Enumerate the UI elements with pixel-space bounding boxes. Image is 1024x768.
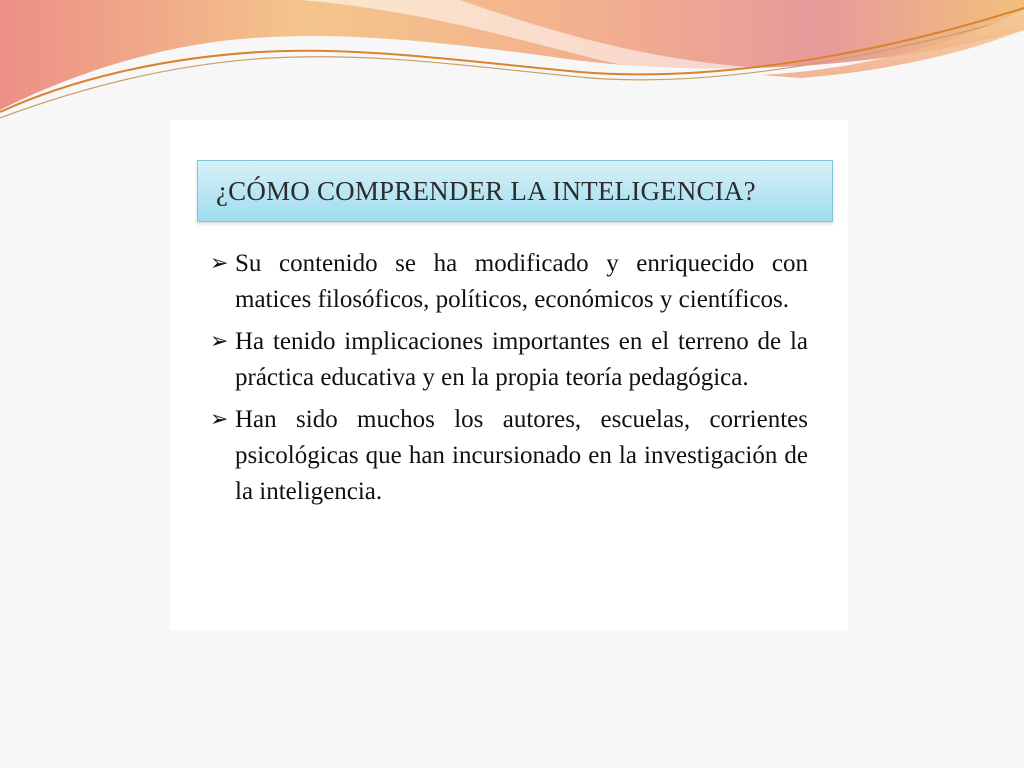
bullet-item-3 <box>210 402 808 510</box>
arrow-bullet-icon: ➢ <box>210 251 229 276</box>
slide-title: ¿CÓMO COMPRENDER LA INTELIGENCIA? <box>216 175 756 206</box>
content-panel <box>170 120 848 630</box>
bullet-list <box>210 246 808 516</box>
bullet-text-1: Su contenido se ha modificado y enriquecido con matices filosóficos, políticos, económicos y científicos. <box>235 250 808 313</box>
arrow-bullet-icon: ➢ <box>210 329 229 354</box>
title-box <box>197 160 833 222</box>
bullet-item-2 <box>210 324 808 396</box>
header-wave-decoration <box>0 0 1024 130</box>
bullet-text-2: Ha tenido implicaciones importantes en el terreno de la práctica educativa y en la propia teoría pedagógica. <box>235 328 808 391</box>
arrow-bullet-icon: ➢ <box>210 407 229 432</box>
bullet-text-3: Han sido muchos los autores, escuelas, corrientes psicológicas que han incursionado en la investigación de la inteligencia. <box>235 406 808 505</box>
bullet-item-1 <box>210 246 808 318</box>
wave-band <box>0 0 1024 110</box>
